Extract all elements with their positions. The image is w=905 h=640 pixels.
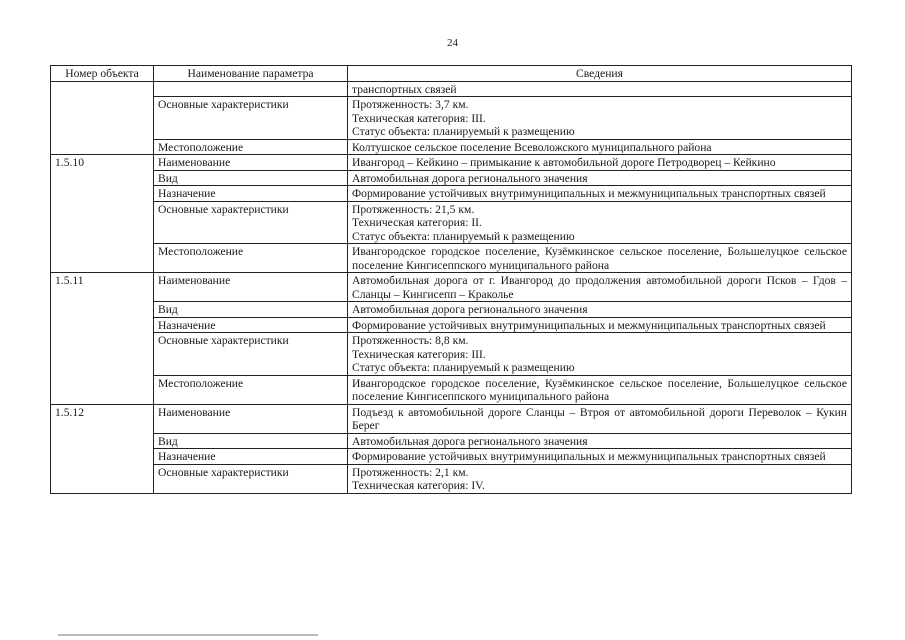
- characteristic-line: Техническая категория: II.: [352, 216, 482, 229]
- table-row: [51, 317, 852, 333]
- table-row: [51, 97, 852, 140]
- table-row: [51, 449, 852, 465]
- table-row: [51, 375, 852, 404]
- parameter-name-cell: Основные характеристики: [154, 464, 348, 493]
- parameter-name-cell: Местоположение: [154, 139, 348, 155]
- details-cell: Автомобильная дорога регионального значения: [348, 302, 852, 318]
- details-cell: транспортных связей: [348, 81, 852, 97]
- table-row: [51, 302, 852, 318]
- characteristic-line: Техническая категория: IV.: [352, 479, 485, 492]
- parameter-name-cell: [154, 81, 348, 97]
- characteristic-line: Статус объекта: планируемый к размещению: [352, 229, 575, 243]
- objects-table: [50, 65, 852, 494]
- characteristic-line: Техническая категория: III.: [352, 111, 486, 125]
- scan-artifact-line: [58, 634, 318, 636]
- header-details: Сведения: [348, 66, 852, 82]
- characteristic-line: Протяженность: 3,7 км.: [352, 98, 469, 111]
- details-cell: [348, 97, 852, 140]
- details-cell: [348, 201, 852, 244]
- details-cell: [348, 333, 852, 376]
- parameter-name-cell: Наименование: [154, 404, 348, 433]
- object-number-cell: 1.5.10: [51, 155, 154, 273]
- details-cell: Автомобильная дорога от г. Ивангород до продолжения автомобильной дороги Псков – Гдов – Сланцы – Кингисепп – Краколье: [348, 273, 852, 302]
- details-cell: Подъезд к автомобильной дороге Сланцы – Втроя от автомобильной дороги Переволок – Кукин Берег: [348, 404, 852, 433]
- parameter-name-cell: Местоположение: [154, 244, 348, 273]
- parameter-name-cell: Основные характеристики: [154, 333, 348, 376]
- object-number-cell: 1.5.11: [51, 273, 154, 405]
- characteristic-line: Протяженность: 8,8 км.: [352, 334, 469, 347]
- table-header-row: [51, 66, 852, 82]
- details-cell: Формирование устойчивых внутримуниципальных и межмуниципальных транспортных связей: [348, 186, 852, 202]
- parameter-name-cell: Назначение: [154, 317, 348, 333]
- details-cell: Формирование устойчивых внутримуниципальных и межмуниципальных транспортных связей: [348, 317, 852, 333]
- parameter-name-cell: Местоположение: [154, 375, 348, 404]
- characteristic-line: Техническая категория: III.: [352, 347, 486, 361]
- parameter-name-cell: Основные характеристики: [154, 201, 348, 244]
- parameter-name-cell: Назначение: [154, 186, 348, 202]
- table-row: [51, 404, 852, 433]
- header-object-number: Номер объекта: [51, 66, 154, 82]
- table-row: [51, 433, 852, 449]
- details-cell: Ивангород – Кейкино – примыкание к автомобильной дороге Петродворец – Кейкино: [348, 155, 852, 171]
- table-row: [51, 273, 852, 302]
- characteristic-line: Статус объекта: планируемый к размещению: [352, 361, 575, 374]
- table-row: [51, 81, 852, 97]
- characteristic-line: Протяженность: 21,5 км.: [352, 202, 475, 216]
- parameter-name-cell: Вид: [154, 170, 348, 186]
- details-cell: Формирование устойчивых внутримуниципальных и межмуниципальных транспортных связей: [348, 449, 852, 465]
- table-row: [51, 333, 852, 376]
- table-row: [51, 139, 852, 155]
- table-row: [51, 201, 852, 244]
- parameter-name-cell: Наименование: [154, 155, 348, 171]
- details-cell: Ивангородское городское поселение, Кузёмкинское сельское поселение, Большелуцкое сельское поселение Кингисеппского муниципального района: [348, 375, 852, 404]
- table-row: [51, 244, 852, 273]
- characteristic-line: Статус объекта: планируемый к размещению: [352, 125, 575, 138]
- parameter-name-cell: Наименование: [154, 273, 348, 302]
- header-parameter-name: Наименование параметра: [154, 66, 348, 82]
- characteristic-line: Протяженность: 2,1 км.: [352, 465, 469, 479]
- details-cell: [348, 464, 852, 493]
- object-number-cell: 1.5.12: [51, 404, 154, 493]
- object-number-cell: [51, 81, 154, 155]
- details-cell: Автомобильная дорога регионального значения: [348, 433, 852, 449]
- parameter-name-cell: Вид: [154, 302, 348, 318]
- parameter-name-cell: Основные характеристики: [154, 97, 348, 140]
- parameter-name-cell: Вид: [154, 433, 348, 449]
- details-cell: Ивангородское городское поселение, Кузёмкинское сельское поселение, Большелуцкое сельское поселение Кингисеппского муниципального района: [348, 244, 852, 273]
- page-number: 24: [447, 37, 458, 49]
- table-row: [51, 155, 852, 171]
- details-cell: Автомобильная дорога регионального значения: [348, 170, 852, 186]
- table-row: [51, 186, 852, 202]
- table-row: [51, 170, 852, 186]
- parameter-name-cell: Назначение: [154, 449, 348, 465]
- details-cell: Колтушское сельское поселение Всеволожского муниципального района: [348, 139, 852, 155]
- table-row: [51, 464, 852, 493]
